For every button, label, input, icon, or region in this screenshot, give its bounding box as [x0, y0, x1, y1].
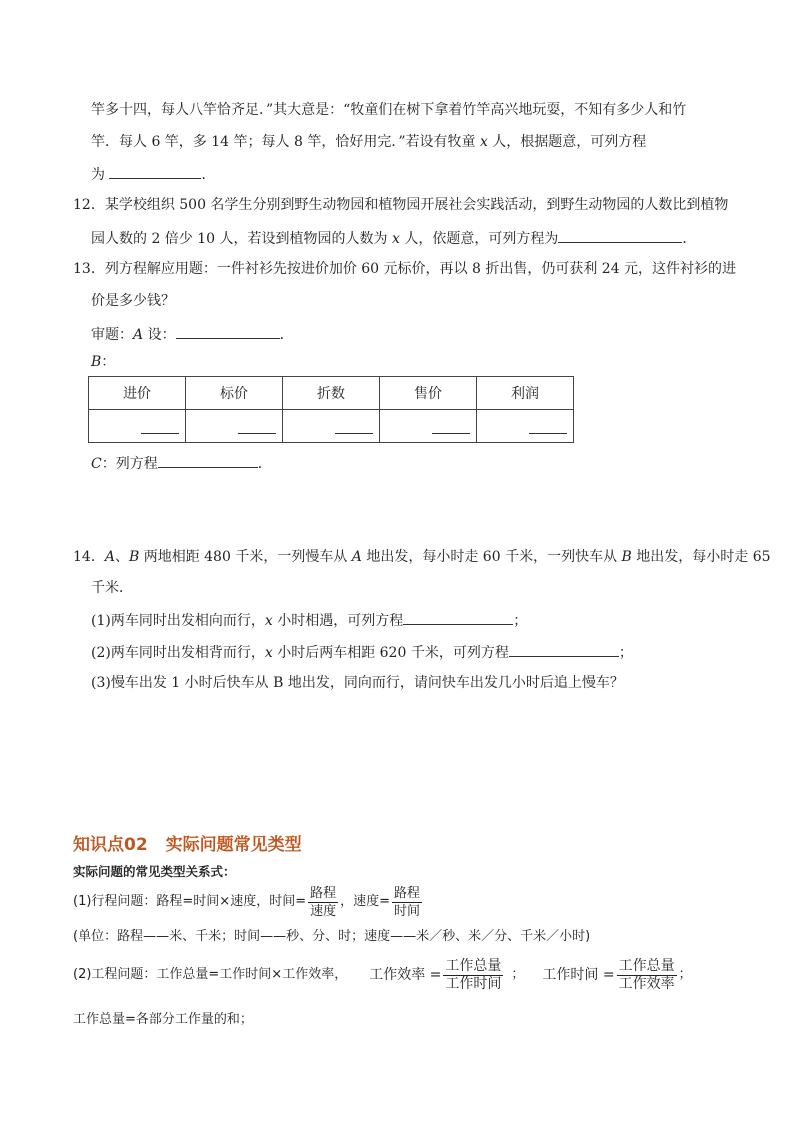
- table-cell: [380, 410, 477, 443]
- fraction-efficiency: $\frac{\text{工作总量}}{\text{工作时间}}$: [445, 957, 502, 992]
- cell-answer-blank[interactable]: [335, 419, 373, 434]
- q11-line2: 竿．每人 6 竿，多 14 竿；每人 8 竿，恰好用完．”若设有牧童 x 人，根据题意，可列方程: [91, 134, 647, 150]
- formula-units: (单位：路程——米、千米；时间——秒、分、时；速度——米／秒、米／分、千米／小时): [73, 929, 591, 944]
- q12-line2: 园人数的 2 倍少 10 人，若设到植物园的人数为 x 人，依题意，可列方程为 ．: [91, 228, 696, 248]
- fraction-time: $\frac{\text{路程}}{\text{速度}}$: [310, 885, 337, 919]
- table-header-cell: 利润: [477, 377, 574, 410]
- table-cell: [186, 410, 283, 443]
- formula-travel: (1)行程问题：路程=时间×速度，时间= $\frac{\text{路程}}{\text{速度}}$ ，速度= $\frac{\text{路程}}{\text{时间}}$: [73, 885, 421, 919]
- cell-answer-blank[interactable]: [141, 419, 179, 434]
- q12-line1: 12．某学校组织 500 名学生分别到野生动物园和植物园开展社会实践活动，到野生动物园的人数比到植物: [73, 197, 729, 213]
- table-header-cell: 售价: [380, 377, 477, 410]
- q14-part1-blank[interactable]: [403, 610, 513, 625]
- table-cell: [477, 410, 574, 443]
- q14-part3: (3)慢车出发 1 小时后快车从 B 地出发，同向而行，请问快车出发几小时后追上慢车？: [91, 675, 624, 691]
- formula-work: (2)工程问题：工作总量=工作时间×工作效率， 工作效率 = $\frac{\text{工作总量}}{\text{工作时间}}$ ； 工作时间 = $\frac{\text{工作总量}}{\text{工作效率}}$ ；: [73, 957, 692, 992]
- q11-answer-blank[interactable]: [109, 164, 201, 179]
- q14-part2: (2)两车同时出发相背而行，x 小时后两车相距 620 千米，可列方程 ；: [91, 642, 633, 662]
- table-row: [89, 410, 574, 443]
- q13-c-line: C：列方程 ．: [91, 453, 272, 473]
- table-header-row: [89, 377, 574, 410]
- q14-part2-blank[interactable]: [509, 642, 619, 657]
- table-cell: [89, 410, 186, 443]
- q13-set-blank[interactable]: [176, 324, 280, 339]
- table-cell: [283, 410, 380, 443]
- cell-answer-blank[interactable]: [238, 419, 276, 434]
- q13-shenti: 审题：A 设： ．: [91, 324, 294, 344]
- table-header-cell: 标价: [186, 377, 283, 410]
- q11-line1: 竿多十四，每人八竿恰齐足．”其大意是：“牧童们在树下拿着竹竿高兴地玩耍，不知有多少人和竹: [91, 102, 687, 118]
- q13-line2: 价是多少钱？: [91, 293, 175, 309]
- cell-answer-blank[interactable]: [432, 419, 470, 434]
- section-heading: 知识点02 实际问题常见类型: [73, 835, 302, 855]
- q13-table: [88, 376, 574, 443]
- q14-part1: (1)两车同时出发相向而行，x 小时相遇，可列方程 ；: [91, 610, 527, 630]
- fraction-speed: $\frac{\text{路程}}{\text{时间}}$: [394, 885, 421, 919]
- cell-answer-blank[interactable]: [529, 419, 567, 434]
- q13-b-label: B：: [91, 354, 116, 370]
- q14-line2: 千米．: [91, 580, 133, 596]
- formula-total-work: 工作总量=各部分工作量的和；: [73, 1012, 253, 1027]
- q14-line1: 14．A、B 两地相距 480 千米，一列慢车从 A 地出发，每小时走 60 千米，一列快车从 B 地出发，每小时走 65: [73, 549, 771, 565]
- table-header-cell: 进价: [89, 377, 186, 410]
- q13-line1: 13．列方程解应用题：一件衬衫先按进价加价 60 元标价，再以 8 折出售，仍可获利 24 元，这件衬衫的进: [73, 261, 737, 277]
- section-subtitle: 实际问题的常见类型关系式：: [73, 864, 236, 879]
- q11-line3: 为 ．: [91, 164, 215, 184]
- table-header-cell: 折数: [283, 377, 380, 410]
- q12-answer-blank[interactable]: [558, 228, 682, 243]
- fraction-worktime: $\frac{\text{工作总量}}{\text{工作效率}}$: [618, 957, 675, 992]
- q13-equation-blank[interactable]: [158, 453, 258, 468]
